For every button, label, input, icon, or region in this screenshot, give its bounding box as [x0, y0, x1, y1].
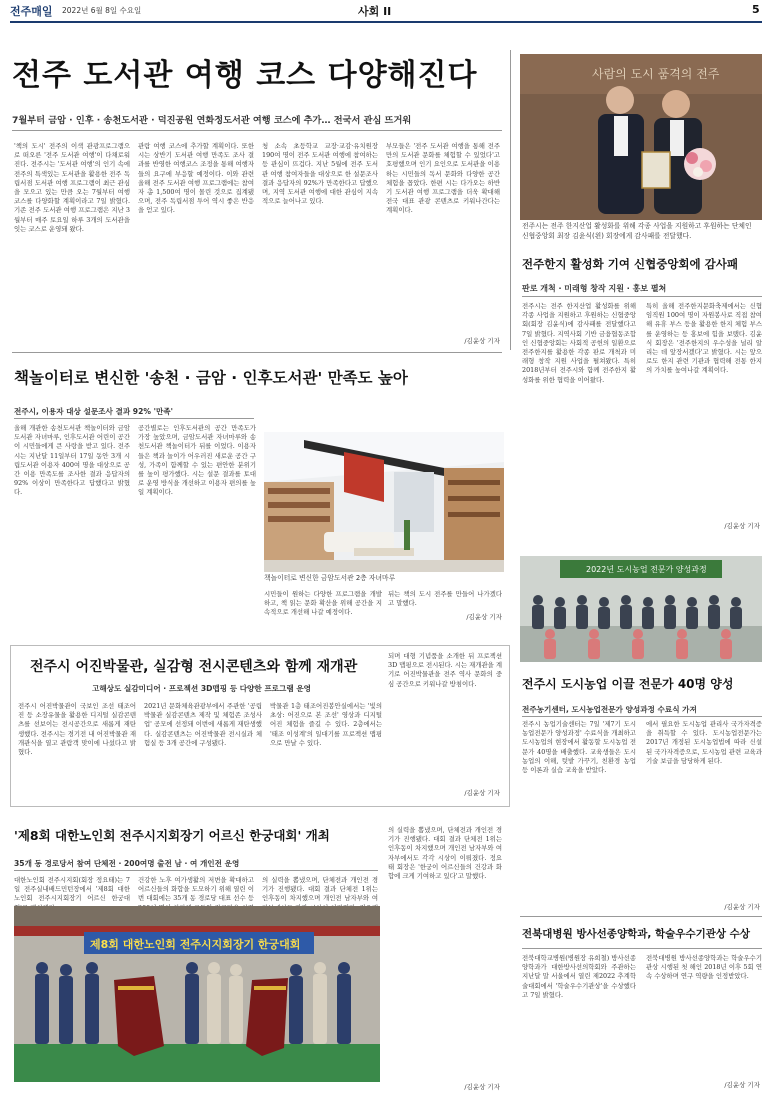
art7-col2: 전북대병원 방사선종양학과는 학술우수기관상 시행된 첫 해인 2018년 이후 5회 연속 수상하며 연구 역량을 인정받았다. [646, 954, 762, 981]
subhead-museum: 고해상도 실감미디어 · 프로젝션 3D맵핑 등 다양한 프로그램 운영 [92, 684, 312, 693]
rule-art3 [14, 418, 254, 419]
headline-hanji-award: 전주한지 활성화 기여 신협중앙회에 감사패 [522, 257, 738, 271]
library-interior-photo [264, 432, 504, 572]
rule-art5 [522, 716, 762, 717]
art6-col1: 대한노인회 전주시지회(회장 정요태)는 7일 전주실내배드민턴장에서 '제8회 대한노인회 전주시지회장기 어르신 한궁대 [14, 876, 130, 903]
art3-col1: 올해 개관한 송천도서관 책놀이터와 금암도서관 자녀마루, 인후도서관 어린이 공간이 시민들에게 큰 사랑을 받고 있다. 전주시는 지난달 11일부터 17일 동안 3개 시립도서관 이용자 400여 명을 대상으로 공간 이용 만족도를 조사한 결과 응답자의 92% 이상이 만족한다고 답했다고 밝혔다. [14, 424, 130, 497]
rule-art2 [522, 296, 762, 297]
subhead-library-tour: 7월부터 금암 · 인후 · 송천도서관 · 덕진공원 연화정도서관 여행 코스에 추가… 전국서 관심 뜨거워 [12, 115, 412, 126]
art7-col1: 전북대학교병원(병원장 유희철) 방사선종양학과가 대한방사선의학회와 주관하는 지난달 말 서울에서 열린 제2022 추계학술대회에서 '학술우수기관상'을 수상했다고 7일 밝혔다. [522, 954, 636, 999]
paper-name: 전주매일 [10, 5, 53, 18]
urban-farming-group-photo [520, 556, 762, 662]
masthead-bar [0, 0, 772, 20]
banner-text: 제8회 대한노인회 전주시지회장기 한궁대회 [90, 938, 301, 951]
library-photo-caption: 책놀이터로 변신한 금암도서관 2층 자녀마루 [264, 574, 396, 582]
subhead-book-playground: 전주시, 이용자 대상 설문조사 결과 92% '만족' [14, 407, 173, 416]
art3-col4: 뒤는 책의 도시 전주를 만들어 나가겠다고 말했다. [388, 590, 502, 608]
art4-col2: 2021년 문화체육관광부에서 주관한 '공립박물관 실감콘텐츠 제작 및 체험존 조성사업' 공모에 선정돼 이번에 새롭게 재탄생했다. 실감콘텐츠는 어진박물관 전시실과 체험실 등 3개 공간에 구성됐다. [144, 702, 262, 747]
svg-text:2022년 도시농업 전문가 양성과정: 2022년 도시농업 전문가 양성과정 [586, 565, 707, 574]
rule-art6 [14, 870, 378, 871]
art6-col2: 건강한 노후 여가생활의 저변을 확대하고 어르신들의 화합을 도모하기 위해 열린 이번 대회에는 35개 동 경로당 대표 선수 등 [138, 876, 254, 903]
art1-col2: 관람 여행 코스에 추가할 계획이다. 또한 시는 상반기 도서관 여행 만족도 조사 결과를 반영한 여행코스 조정을 통해 여행자들의 요구에 부응할 예정이다. 이와 관련 올해 전주 도서관 여행 프로그램에는 참여자 총 1,500여 명이 몰린 것으로 집계됐으며, 전주 독립서점 투어 역시 좋은 반응을 얻고 있다. [138, 142, 254, 215]
art1-byline: /김윤상 기자 [464, 337, 500, 345]
art4-col3: 박물관 1층 태조어진봉안실에서는 '빛의 초상: 어진으로 본 조선' 영상과 디지털 어진 체험을 즐길 수 있다. 2층에서는 '태조 이성계'의 일대기를 프로젝션 맵핑으로 만날 수 있다. [270, 702, 382, 747]
art7-byline: /김윤상 기자 [724, 1081, 760, 1089]
section-title: 사회 II [358, 5, 392, 18]
header-rule [10, 21, 762, 23]
rule-art1 [12, 130, 502, 131]
art5-col1: 전주시 농업기술센터는 7일 '제7기 도시농업전문가 양성과정' 수료식을 개최하고 도시농업의 현장에서 활동할 도시농업 전문가 40명을 배출했다. 교육생들은 도시농업의 이해, 텃밭 가꾸기, 친환경 농업 등 이론과 실습 교육을 받았다. [522, 720, 636, 775]
art5-col2: 에서 필요한 도시농업 관리사 국가자격증을 취득할 수 있다. 도시농업전문가는 2017년 개정된 도시농업법에 따라 신설된 국가자격증으로, 도시농업 관련 교육과 기술 보급을 담당하게 된다. [646, 720, 762, 765]
rule-art7 [522, 948, 762, 949]
headline-urban-farming: 전주시 도시농업 이끌 전문가 40명 양성 [522, 677, 734, 691]
art3-col2: 공간별로는 인후도서관의 공간 만족도가 가장 높았으며, 금암도서관 자녀마루와 송천도서관 책놀이터가 뒤를 이었다. 이용자들은 책과 놀이가 어우러진 새로운 공간 구성, 가족이 함께할 수 있는 편안한 분위기를 높이 평가했다. 시는 설문 결과를 토대로 운영 방식을 개선하고 이용자 편의를 높일 계획이다. [138, 424, 256, 497]
art6-byline: /김윤상 기자 [464, 1083, 500, 1091]
subhead-hangung: 35개 동 경로당서 참여 단체전 · 200여명 출전 남 · 여 개인전 운영 [14, 859, 240, 868]
art2-byline: /김윤상 기자 [724, 522, 760, 530]
divider-vertical-top [510, 50, 511, 350]
art2-col2: 특히 올해 전주한지문화축제에서는 신협 임직원 100여 명이 자원봉사로 직접 참여해 유휴 부스 등을 활용한 한지 체험 부스를 운영하는 등 홍보에 힘을 보탰다. 김윤식 회장은 '전주한지의 우수성을 널리 알리는 데 앞장서겠다'고 밝혔다. 시는 앞으로도 한지 관련 기관과 협력해 전통 한지의 가치를 높여나갈 계획이다. [646, 302, 762, 375]
art3-byline: /김윤상 기자 [466, 613, 502, 621]
subhead-hanji-award: 판로 개척 · 미래형 창작 지원 · 홍보 펼쳐 [522, 284, 667, 293]
art3-col3: 시민들이 원하는 다양한 프로그램을 개발하고, 책 읽는 문화 확산을 위해 공간을 지속적으로 개선해 나갈 예정이다. [264, 590, 382, 617]
rule-above-art3 [12, 352, 502, 353]
art6-col4: 의 실력을 뽐냈으며, 단체전과 개인전 경기가 진행됐다. 대회 결과 단체전 1위는 인후동이 차지했으며 개인전 남자부와 여자부에서도 각각 시상이 이뤄졌다. 정요태 회장은 '한궁이 어르신들의 건강과 화합에 크게 기여하고 있다'고 말했다. [388, 826, 502, 881]
art1-col4: 부모들은 '전주 도서관 여행을 통해 전주만의 도서관 문화를 체험할 수 있었다'고 호평했으며 인기 요인으로 도서관을 이용하는 시민들의 독서 문화와 다양한 공간 체험을 꼽았다. 한편 시는 다가오는 하반기 도서관 여행 프로그램을 더욱 확대해 전국 대표 관광 콘텐츠로 키워나간다는 계획이다. [386, 142, 500, 215]
issue-date: 2022년 6월 8일 수요일 [62, 6, 142, 15]
headline-hangung: '제8회 대한노인회 전주시지회장기 어르신 한궁대회' 개최 [14, 828, 330, 843]
hangung-group-photo [14, 906, 380, 1082]
art6-col3: 의 실력을 뽐냈으며, 단체전과 개인전 경기가 진행됐다. 대회 결과 단체전 1위는 인후동이 차지했으며 개인전 남자부와 여 [262, 876, 378, 903]
art2-col1: 전주시는 전주 한지산업 활성화를 위해 각종 사업을 지원하고 후원하는 신협중앙회(회장 김윤식)에 감사패를 전달했다고 7일 밝혔다. 지역사회 기반 금융협동조합인 신협중앙회는 사회적 공헌의 일환으로 전주한지를 활용한 각종 판로 개척과 미래형 창작 지원 사업을 펼쳐왔다. 특히 2018년부터 전주시와 함께 전주한지 활성화를 위한 협력을 이어왔다. [522, 302, 636, 384]
subhead-urban-farming: 전주농기센터, 도시농업전문가 양성과정 수료식 가져 [522, 705, 697, 714]
headline-book-playground: 책놀이터로 변신한 '송천 · 금암 · 인후도서관' 만족도 높아 [14, 369, 408, 387]
art4-byline: /김윤상 기자 [464, 789, 500, 797]
award-photo [520, 54, 762, 220]
headline-museum: 전주시 어진박물관, 실감형 전시콘텐츠와 함께 재개관 [30, 659, 358, 675]
headline-library-tour: 전주 도서관 여행 코스 다양해진다 [12, 58, 478, 93]
award-photo-caption: 전주시는 전주 한지산업 활성화를 위해 각종 사업을 지원하고 후원하는 단체인 신협중앙회 최장 김윤식(왼) 회장에게 감사패를 전달했다. [522, 222, 752, 240]
headline-cbnuh-award: 전북대병원 방사선종양학과, 학술우수기관상 수상 [522, 928, 750, 940]
svg-text:사람의 도시 품격의 전주: 사람의 도시 품격의 전주 [592, 67, 720, 81]
art5-byline: /김윤상 기자 [724, 903, 760, 911]
art4-col1: 전주시 어진박물관이 국보인 조선 태조어진 등 소장유물을 활용한 디지털 실감콘텐츠를 선보이는 전시공간으로 새롭게 재탄생했다. 전주시는 경기전 내 어진박물관 재개관식을 열고 관람객 맞이에 나섰다고 밝혔다. [18, 702, 136, 757]
art1-col1: '책의 도시' 전주의 이색 관광프로그램으로 떠오른 '전주 도서관 여행'이 다채로워진다. 전주시는 '도서관 여행'의 인기 속에 전주의 특색있는 도서관을 활용한 전주 독립서점 도서관 여행 프로그램이 최근 관심을 모으고 있는 만큼 오는 7월부터 여행 코스를 다양화할 계획이라고 7일 밝혔다. 기존 전주 도서관 여행 프로그램은 지난 3월부터 매주 토요일 하루 3개의 도서관을 잇는 코스로 운영돼 왔다. [14, 142, 130, 233]
rule-above-art7 [520, 916, 762, 917]
art1-col3: 청 소속 초등학교 교장·교감·유치원장 190여 명이 전주 도서관 여행에 참여하는 등 관심이 뜨겁다. 지난 5월에 전주 도서관 여행 참여자들을 대상으로 한 설문조사 결과 응답자의 92%가 만족한다고 답했으며, 지역 도서관 여행에 대한 관심이 지속적으로 늘어나고 있다. [262, 142, 378, 206]
art4-col4: 되며 대형 기념품을 소개한 뒤 프로젝션 3D 맵핑으로 전시된다. 시는 재개관을 계기로 어진박물관을 전주 역사 문화의 중심 공간으로 키워나갈 방침이다. [388, 652, 502, 688]
page-number: 5 [752, 3, 760, 16]
